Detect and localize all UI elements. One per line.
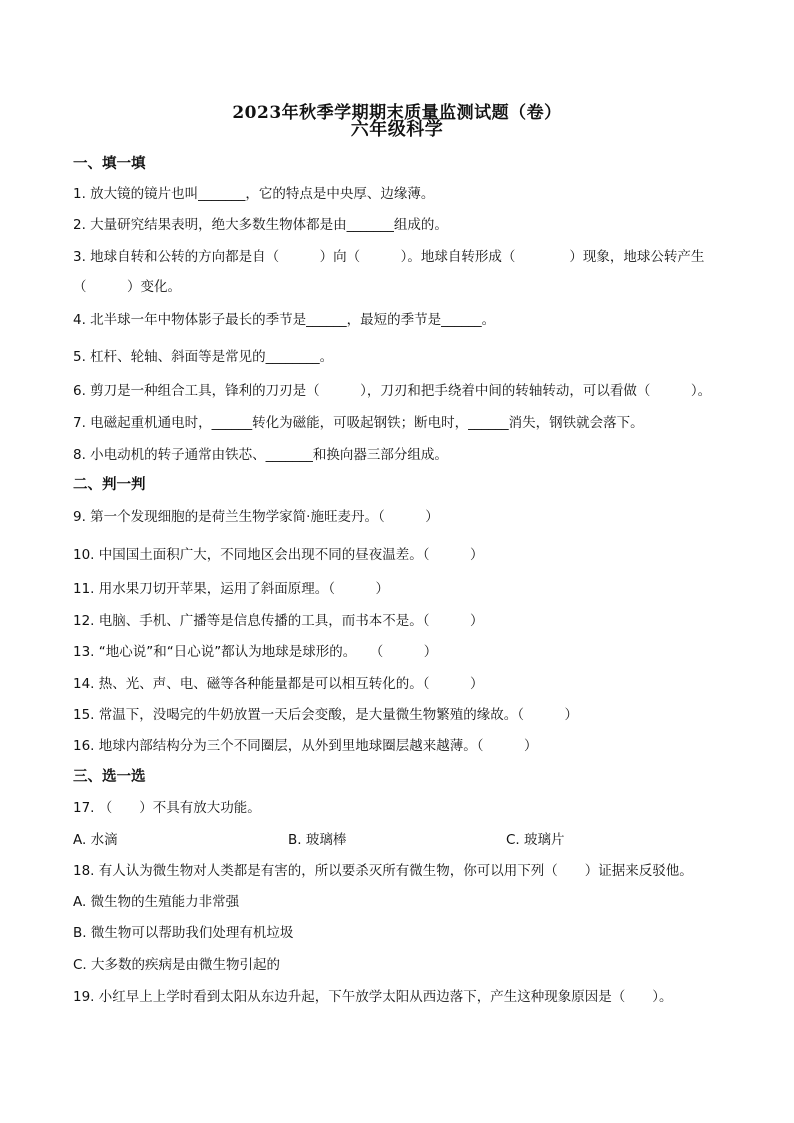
question-17-option-b: B. 玻璃棒 <box>288 832 347 848</box>
question-18-option-b: B. 微生物可以帮助我们处理有机垃圾 <box>73 925 294 941</box>
question-15: 15. 常温下，没喝完的牛奶放置一天后会变酸，是大量微生物繁殖的缘故。（ ） <box>73 707 579 723</box>
question-1: 1. 放大镜的镜片也叫_______，它的特点是中央厚、边缘薄。 <box>73 186 435 202</box>
section-fill-heading: 一、填一填 <box>73 156 146 172</box>
question-7: 7. 电磁起重机通电时，______转化为磁能，可吸起钢铁；断电时，______消失，钢铁就会落下。 <box>73 415 644 431</box>
question-18-option-c: C. 大多数的疾病是由微生物引起的 <box>73 957 281 973</box>
question-19: 19. 小红早上上学时看到太阳从东边升起，下午放学太阳从西边落下，产生这种现象原因是（ ）。 <box>73 989 673 1005</box>
question-16: 16. 地球内部结构分为三个不同圈层，从外到里地球圈层越来越薄。（ ） <box>73 738 538 754</box>
exam-subtitle: 六年级科学 <box>350 119 444 140</box>
question-6: 6. 剪刀是一种组合工具，锋利的刀刃是（ ），刀刃和把手绕着中间的转轴转动，可以看做（ ）。 <box>73 383 712 399</box>
question-10: 10. 中国国土面积广大，不同地区会出现不同的昼夜温差。（ ） <box>73 547 484 563</box>
question-18: 18. 有人认为微生物对人类都是有害的，所以要杀灭所有微生物，你可以用下列（ ）证据来反驳他。 <box>73 863 693 879</box>
question-5: 5. 杠杆、轮轴、斜面等是常见的________。 <box>73 349 334 365</box>
question-8: 8. 小电动机的转子通常由铁芯、_______和换向器三部分组成。 <box>73 447 448 463</box>
section-choose-heading: 三、选一选 <box>73 769 146 785</box>
question-11: 11. 用水果刀切开苹果，运用了斜面原理。（ ） <box>73 581 390 597</box>
question-3-cont: （ ）变化。 <box>73 279 181 295</box>
question-12: 12. 电脑、手机、广播等是信息传播的工具，而书本不是。（ ） <box>73 613 484 629</box>
question-3: 3. 地球自转和公转的方向都是自（ ）向（ ）。地球自转形成（ ）现象，地球公转产生 <box>73 249 705 265</box>
exam-title: 2023年秋季学期期末质量监测试题（卷） <box>232 103 562 123</box>
question-4: 4. 北半球一年中物体影子最长的季节是______，最短的季节是______。 <box>73 312 496 328</box>
question-17: 17. （ ）不具有放大功能。 <box>73 800 261 816</box>
section-judge-heading: 二、判一判 <box>73 477 146 493</box>
question-17-option-a: A. 水滴 <box>73 832 118 848</box>
question-17-option-c: C. 玻璃片 <box>506 832 565 848</box>
question-14: 14. 热、光、声、电、磁等各种能量都是可以相互转化的。（ ） <box>73 676 484 692</box>
question-2: 2. 大量研究结果表明，绝大多数生物体都是由_______组成的。 <box>73 217 448 233</box>
question-13: 13. “地心说”和“日心说”都认为地球是球形的。 （ ） <box>73 644 438 660</box>
question-18-option-a: A. 微生物的生殖能力非常强 <box>73 894 240 910</box>
question-9: 9. 第一个发现细胞的是荷兰生物学家简·施旺麦丹。（ ） <box>73 509 439 525</box>
